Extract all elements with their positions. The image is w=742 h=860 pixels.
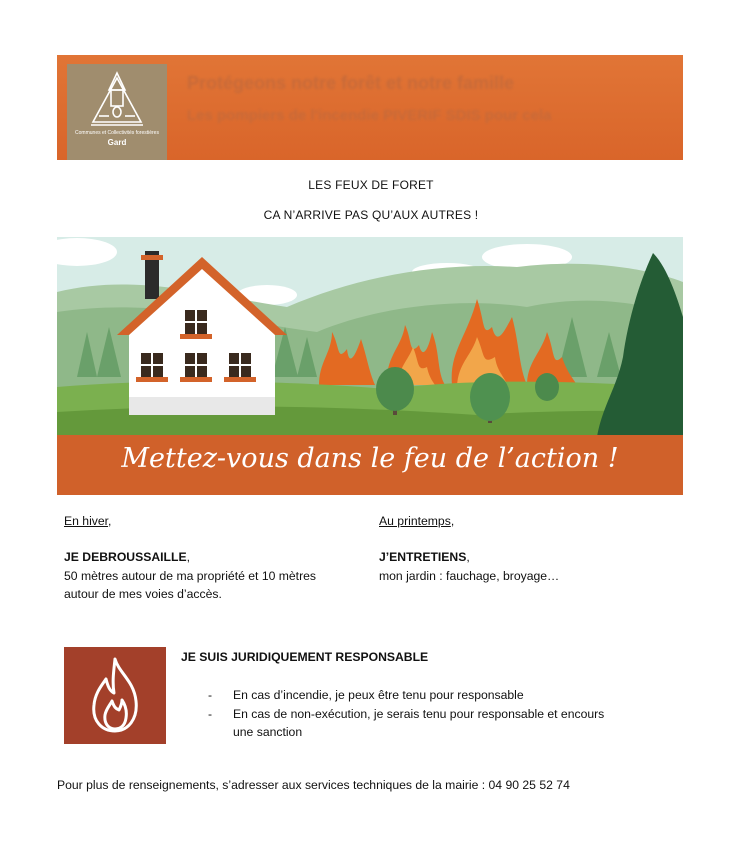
right-season xyxy=(379,512,454,530)
flame-icon-box xyxy=(64,647,166,744)
left-action xyxy=(64,548,190,566)
left-season xyxy=(64,512,111,530)
punct: , xyxy=(466,550,470,564)
punct: , xyxy=(450,514,455,528)
bullet-text: En cas d’incendie, je peux être tenu pour responsable xyxy=(233,688,524,702)
slogan-band xyxy=(57,435,683,495)
responsibility-heading: JE SUIS JURIDIQUEMENT RESPONSABLE xyxy=(181,650,429,664)
logo-region: Gard xyxy=(107,138,127,147)
right-action xyxy=(379,548,470,566)
left-line2: autour de mes voies d’accès. xyxy=(64,587,222,601)
bullet-text: une sanction xyxy=(233,725,303,739)
slogan-text: Mettez-vous dans le feu de l’action ! xyxy=(121,443,619,474)
flame-icon xyxy=(86,655,144,735)
right-line1: mon jardin : fauchage, broyage… xyxy=(379,569,560,583)
bullet-continuation xyxy=(208,723,688,741)
action-debroussaille: JE DEBROUSSAILLE xyxy=(64,550,187,564)
bullet-item xyxy=(208,686,688,704)
church-forest-icon xyxy=(87,70,147,130)
title-subtitle: CA N’ARRIVE PAS QU’AUX AUTRES ! xyxy=(263,208,479,222)
left-line1: 50 mètres autour de ma propriété et 10 mètres xyxy=(64,569,317,583)
logo-caption: Communes et Collectivités forestières xyxy=(75,130,159,136)
punct: , xyxy=(108,514,112,528)
bullet-item xyxy=(208,705,688,723)
punct: , xyxy=(186,550,190,564)
season-label-spring: Au printemps xyxy=(379,514,451,528)
action-entretiens: J’ENTRETIENS xyxy=(379,550,467,564)
bullet-dash: - xyxy=(208,707,213,721)
fire-house-illustration xyxy=(57,237,683,495)
landscape-scene xyxy=(57,237,683,437)
header-banner xyxy=(57,55,683,160)
bullet-text: En cas de non-exécution, je serais tenu pour responsable et encours xyxy=(233,707,605,721)
banner-headline: Protégeons notre forêt et notre famille xyxy=(187,73,515,93)
bullet-dash: - xyxy=(208,688,213,702)
season-label-winter: En hiver xyxy=(64,514,109,528)
logo xyxy=(67,64,167,160)
title-feux-de-foret: LES FEUX DE FORET xyxy=(308,178,434,192)
footer-contact: Pour plus de renseignements, s’adresser aux services techniques de la mairie : 04 90 25 52 74 xyxy=(57,778,570,792)
banner-subline: Les pompiers de l'incendie PIVERIF SDIS pour cela xyxy=(187,107,552,124)
